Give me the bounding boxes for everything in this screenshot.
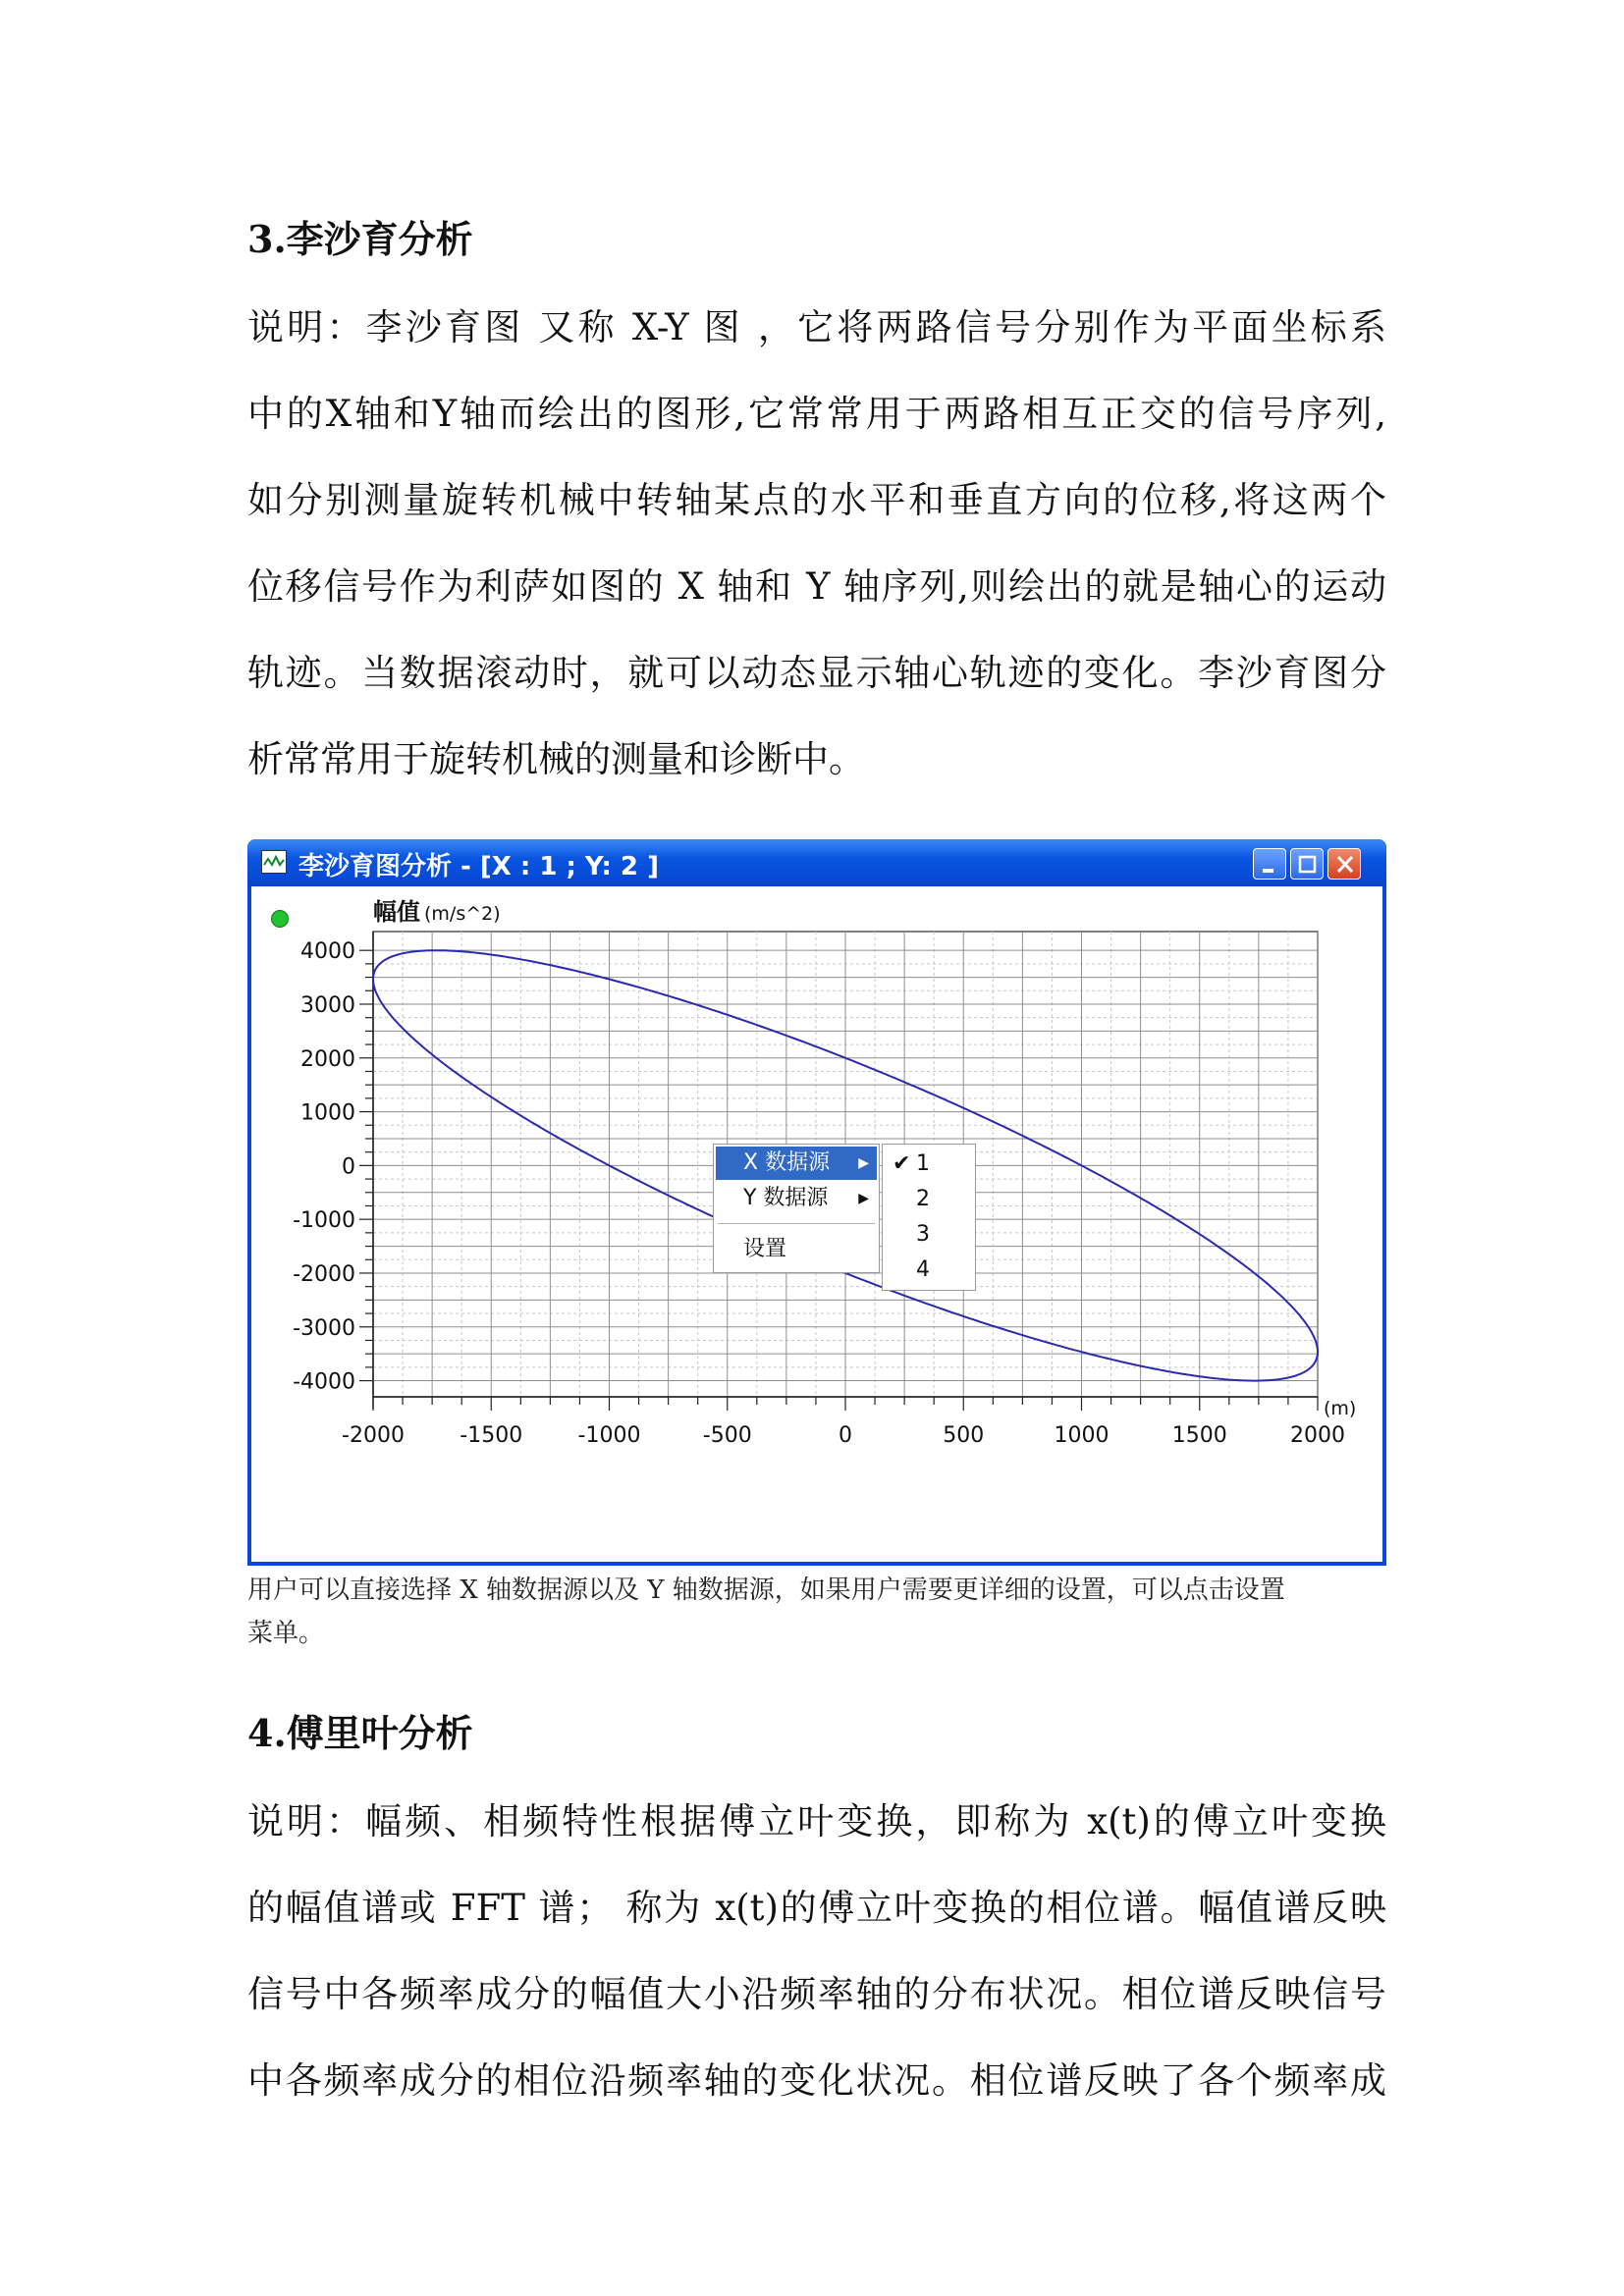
y-tick-label: 2000 bbox=[300, 1046, 355, 1072]
paragraph-line: 中的X轴和Y轴而绘出的图形,它常常用于两路相互正交的信号序列, bbox=[247, 393, 1386, 435]
menu-item-label: 设置 bbox=[743, 1237, 787, 1261]
x-tick-label: -1500 bbox=[460, 1423, 523, 1448]
maximize-icon bbox=[1291, 849, 1325, 881]
paragraph-line: 轨迹。当数据滚动时，就可以动态显示轴心轨迹的变化。李沙育图分 bbox=[247, 652, 1386, 694]
minimize-icon bbox=[1254, 849, 1287, 881]
submenu-item-label: 2 bbox=[916, 1187, 930, 1211]
submenu-item-3[interactable] bbox=[883, 1217, 975, 1253]
y-tick-label: 4000 bbox=[300, 939, 355, 965]
x-source-submenu bbox=[882, 1144, 976, 1291]
waveform-icon bbox=[261, 850, 287, 874]
y-tick-label: 3000 bbox=[300, 992, 355, 1018]
paragraph-line: 位移信号作为利萨如图的 X 轴和 Y 轴序列,则绘出的就是轴心的运动 bbox=[247, 565, 1386, 608]
paragraph-line: 如分别测量旋转机械中转轴某点的水平和垂直方向的位移,将这两个 bbox=[247, 479, 1386, 521]
section-3-heading: 3.李沙育分析 bbox=[247, 217, 473, 261]
window-title: 李沙育图分析 - [X : 1 ; Y: 2 ] bbox=[298, 852, 659, 881]
y-tick-label: 0 bbox=[342, 1154, 355, 1180]
menu-item-label: Y 数据源 bbox=[743, 1186, 829, 1210]
y-axis-unit: (m/s^2) bbox=[424, 903, 501, 925]
x-tick-label: 0 bbox=[839, 1423, 852, 1448]
x-axis-unit: (m) bbox=[1324, 1398, 1357, 1419]
minimize-button[interactable] bbox=[1253, 848, 1286, 880]
paragraph-line: 的幅值谱或 FFT 谱； 称为 x(t)的傅立叶变换的相位谱。幅值谱反映 bbox=[247, 1887, 1386, 1929]
maximize-button[interactable] bbox=[1290, 848, 1324, 880]
submenu-item-4[interactable] bbox=[883, 1253, 975, 1288]
section-4-paragraph bbox=[247, 1779, 1386, 2124]
menu-item-y-source[interactable] bbox=[716, 1182, 877, 1215]
close-icon bbox=[1328, 849, 1362, 881]
figure-caption bbox=[247, 1569, 1386, 1655]
caption-line: 菜单。 bbox=[247, 1619, 325, 1648]
submenu-item-label: 4 bbox=[916, 1257, 930, 1282]
submenu-item-label: 1 bbox=[916, 1151, 930, 1176]
menu-item-x-source[interactable] bbox=[716, 1147, 877, 1180]
checkmark-icon: ✔ bbox=[893, 1151, 911, 1176]
submenu-item-1[interactable] bbox=[883, 1147, 975, 1182]
close-button[interactable] bbox=[1327, 848, 1361, 880]
menu-item-label: X 数据源 bbox=[743, 1150, 831, 1175]
menu-item-settings[interactable] bbox=[716, 1233, 877, 1266]
paragraph-line: 析常常用于旋转机械的测量和诊断中。 bbox=[247, 738, 865, 780]
x-tick-label: 2000 bbox=[1290, 1423, 1345, 1448]
window-titlebar[interactable] bbox=[247, 839, 1386, 886]
paragraph-line: 中各频率成分的相位沿频率轴的变化状况。相位谱反映了各个频率成 bbox=[247, 2059, 1386, 2102]
paragraph-line: 信号中各频率成分的幅值大小沿频率轴的分布状况。相位谱反映信号 bbox=[247, 1973, 1386, 2015]
y-tick-label: 1000 bbox=[300, 1100, 355, 1126]
y-tick-label: -3000 bbox=[293, 1315, 355, 1341]
x-tick-label: 1000 bbox=[1054, 1423, 1110, 1448]
context-menu bbox=[713, 1144, 880, 1273]
x-tick-label: 500 bbox=[943, 1423, 985, 1448]
x-tick-label: -500 bbox=[702, 1423, 752, 1448]
menu-separator bbox=[718, 1223, 875, 1224]
x-tick-label: -1000 bbox=[577, 1423, 641, 1448]
submenu-item-label: 3 bbox=[916, 1222, 930, 1247]
caption-line: 用户可以直接选择 X 轴数据源以及 Y 轴数据源，如果用户需要更详细的设置，可以点击设置 bbox=[247, 1575, 1285, 1605]
y-axis-label: 幅值 bbox=[373, 898, 420, 926]
paragraph-line: 说明：幅频、相频特性根据傅立叶变换，即称为 x(t)的傅立叶变换 bbox=[247, 1800, 1386, 1842]
section-3-paragraph bbox=[247, 285, 1386, 803]
submenu-item-2[interactable] bbox=[883, 1182, 975, 1217]
section-4-heading: 4.傅里叶分析 bbox=[247, 1711, 473, 1755]
y-tick-label: -1000 bbox=[293, 1208, 355, 1234]
x-tick-label: 1500 bbox=[1171, 1423, 1227, 1448]
submenu-arrow-icon: ▶ bbox=[858, 1155, 869, 1171]
y-tick-label: -2000 bbox=[293, 1261, 355, 1287]
paragraph-line: 说明：李沙育图 又称 X-Y 图 ，它将两路信号分别作为平面坐标系 bbox=[247, 306, 1386, 348]
submenu-arrow-icon: ▶ bbox=[858, 1191, 869, 1206]
y-tick-label: -4000 bbox=[293, 1369, 355, 1395]
x-tick-label: -2000 bbox=[342, 1423, 405, 1448]
